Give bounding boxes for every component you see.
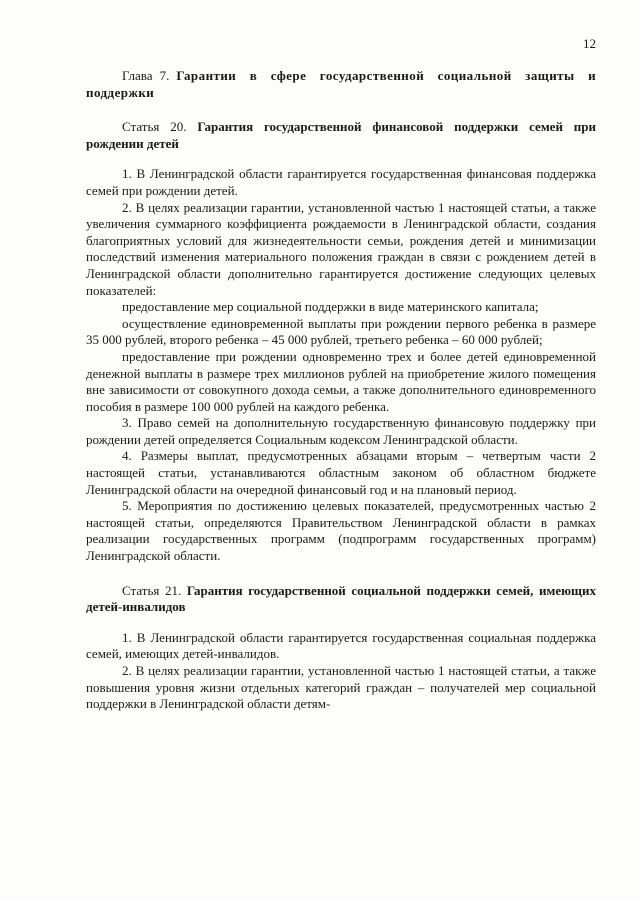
article-21-heading — [86, 583, 596, 616]
article-21-paragraph: 1. В Ленинградской области гарантируется государственная социальная поддержка семей, имеющих детей-инвалидов. — [86, 629, 596, 662]
chapter-label: Глава 7. — [122, 68, 170, 83]
article-20-paragraph: предоставление мер социальной поддержки в виде материнского капитала; — [122, 299, 539, 315]
document-body — [86, 68, 596, 713]
article-21-title: Гарантия государственной социальной поддержки семей, имеющих детей-инвалидов — [86, 582, 596, 615]
article-20-paragraph: 4. Размеры выплат, предусмотренных абзацами вторым – четвертым части 2 настоящей статьи, устанавливаются областным законом об областном бюджете Ленинградской области на очередной финансовый год и на плановый период. — [86, 448, 596, 497]
chapter-heading — [86, 68, 596, 101]
article-20-title: Гарантия государственной финансовой поддержки семей при рождении детей — [86, 119, 597, 151]
article-21-label: Статья 21. — [122, 582, 182, 598]
article-20-heading — [86, 119, 596, 152]
article-21-paragraph: 2. В целях реализации гарантии, установленной частью 1 настоящей статьи, а также повышения уровня жизни отдельных категорий граждан – получателей мер социальной поддержки в Ленинградской области детям- — [86, 663, 596, 712]
article-20-paragraph: осуществление единовременной выплаты при рождении первого ребенка в размере 35 000 рублей, второго ребенка – 45 000 рублей, третьего ребенка – 60 000 рублей; — [86, 315, 596, 348]
article-20-paragraph: 2. В целях реализации гарантии, установленной частью 1 настоящей статьи, а также увеличения суммарного коэффициента рождаемости в Ленинградской области, создания благоприятных условий для жизнедеятельности семьи, рождения детей и минимизации последствий изменения материального положения граждан в связи с рождением детей в Ленинградской области дополнительно гарантируется достижение следующих целевых показателей: — [86, 199, 596, 298]
article-20-paragraph: предоставление при рождении одновременно трех и более детей единовременной денежной выплаты в размере трех миллионов рублей на приобретение жилого помещения вне зависимости от совокупного дохода семьи, а также дополнительного единовременного пособия в размере 100 000 рублей на каждого ребенка. — [86, 348, 596, 414]
article-20-label: Статья 20. — [122, 119, 187, 135]
article-20-paragraph: 3. Право семей на дополнительную государственную финансовую поддержку при рождении детей определяется Социальным кодексом Ленинградской области. — [86, 415, 596, 447]
page-number: 12 — [583, 36, 596, 51]
article-20-paragraph: 5. Мероприятия по достижению целевых показателей, предусмотренных частью 2 настоящей статьи, определяются Правительством Ленинградской области в рамках реализации государственных программ (подпрограмм государственных программ) Ленинградской области. — [86, 498, 596, 564]
chapter-title: Гарантии в сфере государственной социальной защиты и поддержки — [86, 68, 597, 100]
article-20-paragraph: 1. В Ленинградской области гарантируется государственная финансовая поддержка семей при рождении детей. — [86, 166, 596, 198]
